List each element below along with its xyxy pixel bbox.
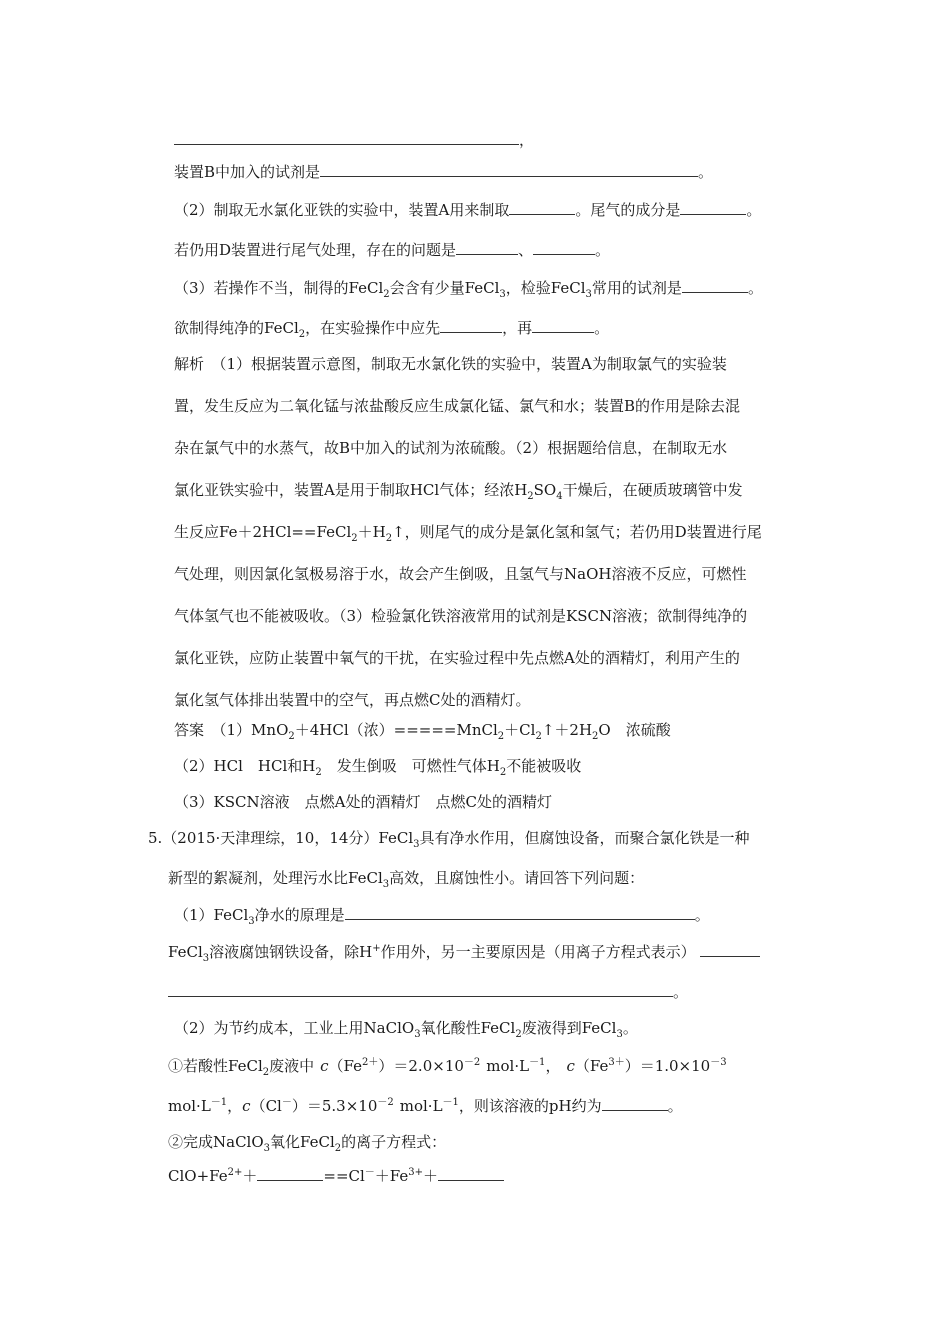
- text: 5.（2015·天津理综，10，14分）FeCl: [148, 829, 414, 847]
- answer-blank[interactable]: [438, 1166, 504, 1181]
- text: 。: [673, 983, 689, 1001]
- text: ①若酸性FeCl: [168, 1057, 263, 1075]
- text: 、: [518, 241, 534, 259]
- subscript: 2: [515, 1029, 522, 1040]
- text: 氯化亚铁实验中，装置A是用于制取HCl气体；经浓H: [174, 481, 528, 499]
- analysis-line-3: 杂在氯气中的水蒸气，故B中加入的试剂为浓硫酸。（2）根据题给信息，在制取无水: [174, 439, 728, 457]
- q5-line-7: [168, 1056, 727, 1076]
- conc-symbol: c: [566, 1057, 575, 1075]
- subscript: 2: [288, 731, 295, 742]
- text: ，: [545, 1057, 561, 1075]
- subscript: 2: [497, 731, 505, 742]
- text: ＋Cl: [504, 721, 536, 739]
- analysis-line-9: 氯化氢气体排出装置中的空气，再点燃C处的酒精灯。: [174, 691, 531, 709]
- text: （2）HCl HCl和H: [174, 757, 316, 775]
- subscript: 3: [382, 879, 390, 890]
- subscript: 4: [556, 491, 563, 502]
- superscript: 3＋: [608, 1057, 625, 1068]
- answer-blank[interactable]: [680, 200, 746, 215]
- text: FeCl: [168, 943, 203, 961]
- superscript: +: [372, 943, 381, 954]
- text: O 浓硫酸: [598, 721, 671, 739]
- text: ，: [227, 1097, 243, 1115]
- subscript: 3: [499, 289, 506, 300]
- text: 。: [594, 319, 610, 337]
- text: 作用外，另一主要原因是（用离子方程式表示）: [380, 943, 696, 961]
- analysis-line-7: 气体氢气也不能被吸收。（3）检验氯化铁溶液常用的试剂是KSCN溶液；欲制得纯净的: [174, 607, 748, 625]
- line-4: [174, 240, 610, 260]
- superscript: 3+: [408, 1167, 424, 1178]
- analysis-line-5: [174, 522, 762, 542]
- line-1: [174, 130, 534, 150]
- text: （1）FeCl: [174, 906, 249, 924]
- text: ）＝1.0×10: [624, 1057, 711, 1075]
- subscript: 2: [351, 533, 358, 544]
- answer-blank[interactable]: [456, 240, 518, 255]
- subscript: 3: [248, 916, 255, 927]
- subscript: 3: [413, 839, 420, 850]
- analysis-line-2: 置，发生反应为二氧化锰与浓盐酸反应生成氯化锰、氯气和水；装置B的作用是除去混: [174, 397, 741, 415]
- answer-blank[interactable]: [700, 942, 760, 957]
- text: （2）制取无水氯化亚铁的实验中，装置A用来制取: [174, 201, 510, 219]
- line-6: [174, 318, 609, 338]
- subscript: 2: [383, 289, 390, 300]
- superscript: －: [281, 1097, 292, 1108]
- text: （2）为节约成本，工业上用NaClO: [174, 1019, 415, 1037]
- text: 净水的原理是: [254, 906, 345, 924]
- text: 。: [746, 201, 762, 219]
- text: （Cl: [250, 1097, 282, 1115]
- answer-blank[interactable]: [320, 162, 698, 177]
- subscript: 2: [298, 329, 306, 340]
- subscript: 2: [385, 533, 393, 544]
- text: 氧化FeCl: [270, 1133, 335, 1151]
- text: ，: [519, 131, 535, 149]
- q5-line-10: [168, 1166, 504, 1186]
- text: ，则该溶液的pH约为: [458, 1097, 602, 1115]
- answer-blank[interactable]: [440, 318, 502, 333]
- text: ）＝2.0×10: [378, 1057, 464, 1075]
- text: ＋: [423, 1167, 439, 1185]
- text: ↑，则尾气的成分是氯化氢和氢气；若仍用D装置进行尾: [392, 523, 762, 541]
- subscript: 3: [616, 1029, 623, 1040]
- analysis-line-4: [174, 480, 743, 500]
- answer-blank[interactable]: [257, 1166, 323, 1181]
- superscript: －3: [710, 1057, 727, 1068]
- text: ＋H: [357, 523, 386, 541]
- subscript: 2: [334, 1143, 342, 1154]
- answer-line-1: [174, 720, 671, 740]
- text: ↑＋2H: [541, 721, 593, 739]
- subscript: 2: [262, 1067, 270, 1078]
- q5-line-3: [174, 905, 710, 925]
- text: （Fe: [574, 1057, 609, 1075]
- text: 氧化酸性FeCl: [420, 1019, 516, 1037]
- superscript: －2: [377, 1097, 394, 1108]
- text: 溶液腐蚀钢铁设备，除H: [209, 943, 373, 961]
- text: 。: [698, 163, 714, 181]
- superscript: －1: [442, 1097, 459, 1108]
- text: mol·L: [486, 1057, 530, 1075]
- text: 。: [622, 1019, 638, 1037]
- subscript: 3: [585, 289, 592, 300]
- text: 干燥后，在硬质玻璃管中发: [562, 481, 743, 499]
- superscript: 2+: [227, 1167, 243, 1178]
- text: 。尾气的成分是: [575, 201, 681, 219]
- text: 新型的絮凝剂，处理污水比FeCl: [168, 869, 383, 887]
- line-5: [174, 278, 763, 298]
- text: mol·L: [168, 1097, 211, 1115]
- text: ②完成NaClO: [168, 1133, 264, 1151]
- superscript: －1: [529, 1057, 546, 1068]
- answer-blank[interactable]: [168, 982, 673, 997]
- text: 废液中: [269, 1057, 315, 1075]
- text: （Fe: [328, 1057, 363, 1075]
- answer-blank[interactable]: [509, 200, 575, 215]
- answer-line-2: [174, 756, 581, 776]
- subscript: 2: [535, 731, 542, 742]
- answer-blank[interactable]: [532, 318, 594, 333]
- subscript: 3: [263, 1143, 271, 1154]
- answer-blank[interactable]: [682, 278, 748, 293]
- text: ）＝5.3×10: [291, 1097, 378, 1115]
- superscript: 2＋: [362, 1057, 379, 1068]
- q5-line-2: [168, 868, 644, 888]
- text: 发生倒吸 可燃性气体H: [321, 757, 500, 775]
- line-3: [174, 200, 761, 220]
- subscript: 2: [527, 491, 534, 502]
- text: SO: [533, 481, 557, 499]
- text: ＋Fe: [374, 1167, 409, 1185]
- subscript: 3: [202, 953, 210, 964]
- text: 若仍用D装置进行尾气处理，存在的问题是: [174, 241, 457, 259]
- text: ==Cl: [323, 1167, 365, 1185]
- subscript: 2: [499, 767, 507, 778]
- subscript: 3: [414, 1029, 421, 1040]
- q5-line-6: [174, 1018, 638, 1038]
- superscript: －: [364, 1167, 375, 1178]
- text: 。: [595, 241, 611, 259]
- superscript: －1: [210, 1097, 228, 1108]
- text: 。: [747, 279, 763, 297]
- text: 欲制得纯净的FeCl: [174, 319, 299, 337]
- text: ＋4HCl（浓）=====MnCl: [294, 721, 498, 739]
- text: 答案 （1）MnO: [174, 721, 289, 739]
- text: 常用的试剂是: [591, 279, 682, 297]
- analysis-line-1: 解析 （1）根据装置示意图，制取无水氯化铁的实验中，装置A为制取氯气的实验装: [174, 355, 727, 373]
- q5-line-8: [168, 1096, 683, 1116]
- text: 废液得到FeCl: [521, 1019, 617, 1037]
- text: 的离子方程式：: [341, 1133, 447, 1151]
- text: ，再: [502, 319, 533, 337]
- answer-blank[interactable]: [174, 130, 519, 145]
- text: mol·L: [399, 1097, 443, 1115]
- analysis-line-6: 气处理，则因氯化氢极易溶于水，故会产生倒吸，且氢气与NaOH溶液不反应，可燃性: [174, 565, 747, 583]
- q5-line-1: [148, 828, 750, 848]
- answer-line-3: （3）KSCN溶液 点燃A处的酒精灯 点燃C处的酒精灯: [174, 793, 552, 811]
- text: 不能被吸收: [506, 757, 582, 775]
- conc-symbol: c: [320, 1057, 329, 1075]
- answer-blank[interactable]: [533, 240, 595, 255]
- subscript: 2: [315, 767, 322, 778]
- conc-symbol: c: [242, 1097, 251, 1115]
- text: 生反应Fe＋2HCl==FeCl: [174, 523, 352, 541]
- line-2: [174, 162, 713, 182]
- text: ClO+Fe: [168, 1167, 228, 1185]
- q5-line-4: [168, 942, 760, 962]
- text: （3）若操作不当，制得的FeCl: [174, 279, 384, 297]
- text: 装置B中加入的试剂是: [174, 163, 321, 181]
- superscript: －2: [463, 1057, 481, 1068]
- text: 会含有少量FeCl: [389, 279, 500, 297]
- answer-blank[interactable]: [345, 905, 695, 920]
- answer-blank[interactable]: [602, 1096, 668, 1111]
- text: 。: [694, 906, 710, 924]
- q5-line-9: [168, 1132, 446, 1152]
- analysis-line-8: 氯化亚铁，应防止装置中氧气的干扰，在实验过程中先点燃A处的酒精灯，利用产生的: [174, 649, 740, 667]
- subscript: 2: [592, 731, 599, 742]
- text: ，检验FeCl: [505, 279, 586, 297]
- text: ＋: [242, 1167, 258, 1185]
- text: 具有净水作用，但腐蚀设备，而聚合氯化铁是一种: [419, 829, 750, 847]
- q5-line-5: [168, 982, 688, 1002]
- text: ，在实验操作中应先: [305, 319, 441, 337]
- text: 高效，且腐蚀性小。请回答下列问题：: [389, 869, 645, 887]
- text: 。: [667, 1097, 683, 1115]
